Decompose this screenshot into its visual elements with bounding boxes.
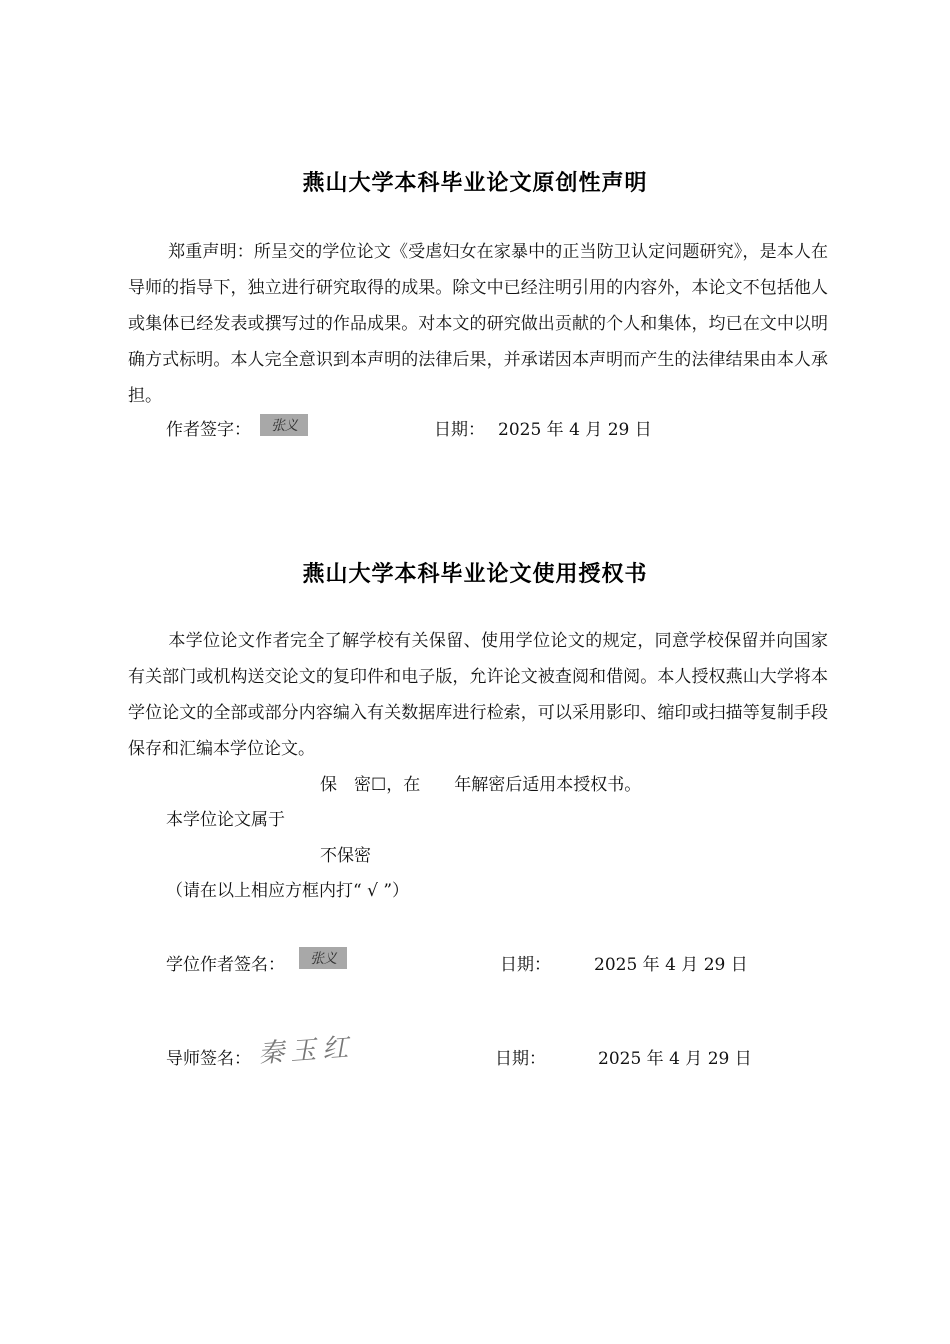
author-signature-text: 张义 — [271, 418, 297, 434]
authorization-body — [128, 623, 828, 767]
declaration-body — [128, 234, 828, 414]
author-date-label: 日期： — [500, 955, 551, 975]
declaration-date-label: 日期： — [434, 420, 485, 440]
secret-option: 保 密☐，在 年解密后适用本授权书。 — [320, 775, 642, 795]
checkbox-instruction: （请在以上相应方框内打“ √ ”） — [166, 881, 410, 901]
authorization-body-text: 本学位论文作者完全了解学校有关保留、使用学位论文的规定，同意学校保留并向国家有关部门或机构送交论文的复印件和电子版，允许论文被查阅和借阅。本人授权燕山大学将本学位论文的全部或部分内容编入有关数据库进行检索，可以采用影印、缩印或扫描等复制手段保存和汇编本学位论文。 — [128, 631, 828, 759]
author-signature-label: 作者签字： — [166, 420, 251, 440]
advisor-signature-label: 导师签名： — [166, 1049, 251, 1069]
nonsecret-option: 不保密 — [320, 846, 371, 866]
declaration-body-text: 郑重声明：所呈交的学位论文《受虐妇女在家暴中的正当防卫认定问题研究》，是本人在导师的指导下，独立进行研究取得的成果。除文中已经注明引用的内容外，本论文不包括他人或集体已经发表或撰写过的作品成果。对本文的研究做出贡献的个人和集体，均已在文中以明确方式标明。本人完全意识到本声明的法律后果，并承诺因本声明而产生的法律结果由本人承担。 — [128, 242, 828, 406]
degree-author-signature-label: 学位作者签名： — [166, 955, 285, 975]
declaration-date-value: 2025 年 4 月 29 日 — [498, 420, 652, 440]
advisor-date-value: 2025 年 4 月 29 日 — [598, 1049, 752, 1069]
degree-author-signature-text: 张义 — [310, 951, 336, 967]
belongs-label: 本学位论文属于 — [166, 810, 285, 830]
author-signature-image — [260, 414, 308, 436]
advisor-signature-handwriting: 秦玉红 — [257, 1032, 356, 1070]
author-date-value: 2025 年 4 月 29 日 — [594, 955, 748, 975]
advisor-date-label: 日期： — [495, 1049, 546, 1069]
authorization-title: 燕山大学本科毕业论文使用授权书 — [302, 562, 648, 587]
declaration-title: 燕山大学本科毕业论文原创性声明 — [302, 171, 648, 196]
degree-author-signature-image — [299, 947, 347, 969]
